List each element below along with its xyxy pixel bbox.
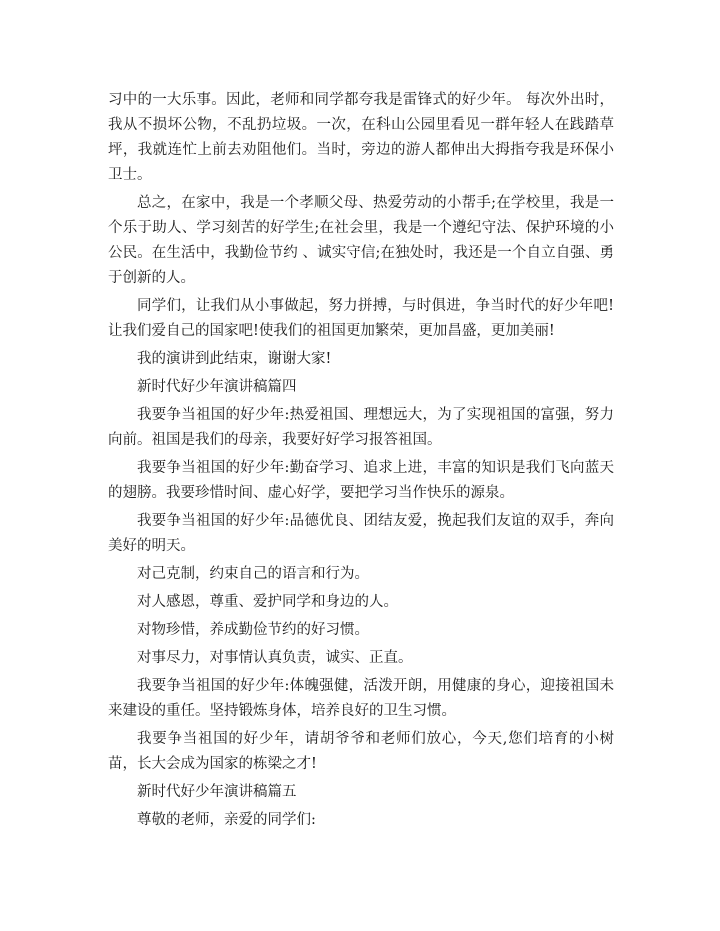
paragraph-greeting: 尊敬的老师，亲爱的同学们: <box>137 812 316 828</box>
paragraph-self-control: 对己克制，约束自己的语言和行为。 <box>137 566 369 582</box>
paragraph-gratitude: 对人感恩，尊重、爱护同学和身边的人。 <box>137 594 398 610</box>
paragraph-call-to-action: 同学们，让我们从小事做起，努力拼搏，与时俱进，争当时代的好少年吧!让我们爱自己的国家吧!使我们的祖国更加繁荣，更加昌盛，更加美丽! <box>108 298 614 339</box>
paragraph-patriotism: 我要争当祖国的好少年:热爱祖国、理想远大，为了实现祖国的富强，努力向前。祖国是我们的母亲，我要好好学习报答祖国。 <box>108 407 614 448</box>
section-heading-5: 新时代好少年演讲稿篇五 <box>137 784 297 800</box>
paragraph-summary: 总之，在家中，我是一个孝顺父母、热爱劳动的小帮手;在学校里，我是一个乐于助人、学习刻苦的好学生;在社会里，我是一个遵纪守法、保护环境的小公民。在生活中，我勤俭节约 、诚实守信;在独处时，我还是一个自立自强、勇于创新的人。 <box>108 195 614 286</box>
document-body <box>108 88 614 836</box>
paragraph-health: 我要争当祖国的好少年:体魄强健，活泼开朗，用健康的身心，迎接祖国未来建设的重任。坚持锻炼身体，培养良好的卫生习惯。 <box>108 678 614 719</box>
paragraph-character: 我要争当祖国的好少年:品德优良、团结友爱，挽起我们友谊的双手，奔向美好的明天。 <box>108 513 614 554</box>
paragraph-diligence: 对事尽力，对事情认真负责，诚实、正直。 <box>137 650 413 666</box>
paragraph-closing: 我的演讲到此结束，谢谢大家! <box>137 351 332 367</box>
paragraph-continuation: 习中的一大乐事。因此，老师和同学都夸我是雷锋式的好少年。 每次外出时，我从不损坏公物，不乱扔垃圾。一次，在科山公园里看见一群年轻人在践踏草坪，我就连忙上前去劝阻他们。当时，旁边的游人都伸出大拇指夸我是环保小卫士。 <box>108 92 614 183</box>
paragraph-study: 我要争当祖国的好少年:勤奋学习、追求上进，丰富的知识是我们飞向蓝天的翅膀。我要珍惜时间、虚心好学，要把学习当作快乐的源泉。 <box>108 460 614 501</box>
paragraph-promise: 我要争当祖国的好少年，请胡爷爷和老师们放心，今天,您们培育的小树苗，长大会成为国家的栋梁之才! <box>108 731 614 772</box>
paragraph-thrift: 对物珍惜，养成勤俭节约的好习惯。 <box>137 622 369 638</box>
section-heading-4: 新时代好少年演讲稿篇四 <box>137 379 297 395</box>
